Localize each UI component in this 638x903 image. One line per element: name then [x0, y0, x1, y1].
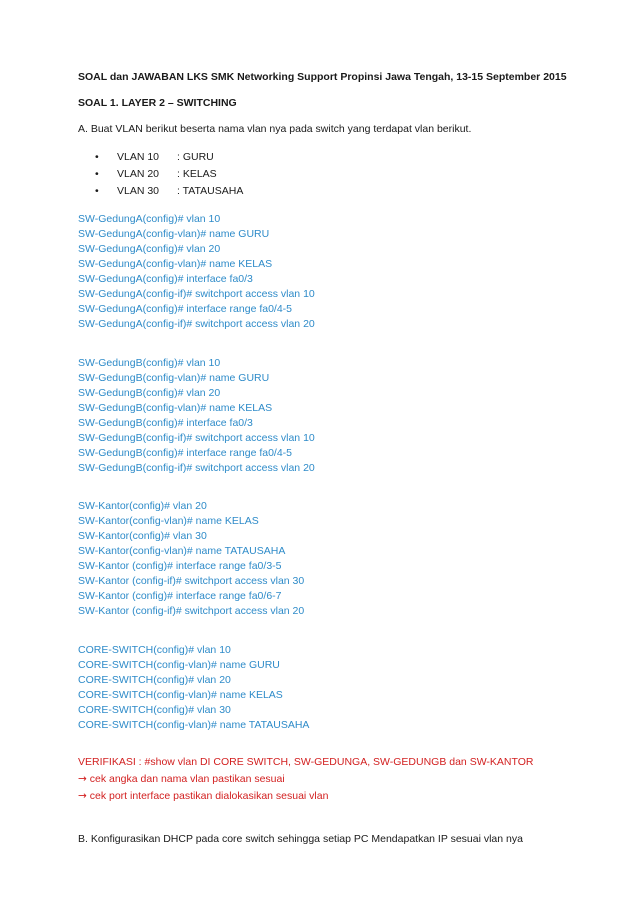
command-line: SW-Kantor (config-if)# switchport access vlan 20	[78, 605, 305, 617]
command-line: SW-GedungA(config)# vlan 10	[78, 213, 221, 225]
command-line: SW-Kantor (config)# interface range fa0/3-5	[78, 560, 282, 572]
vlan-id: VLAN 10	[117, 151, 160, 163]
command-line: SW-GedungA(config-if)# switchport access vlan 10	[78, 288, 315, 300]
command-line: SW-GedungA(config)# interface fa0/3	[78, 273, 253, 285]
command-line: CORE-SWITCH(config-vlan)# name GURU	[78, 659, 280, 671]
document-title: SOAL dan JAWABAN LKS SMK Networking Support Propinsi Jawa Tengah, 13-15 September 2015	[78, 71, 567, 83]
command-line: SW-GedungA(config)# interface range fa0/4-5	[78, 303, 293, 315]
section-title: SOAL 1. LAYER 2 – SWITCHING	[78, 97, 237, 109]
command-line: CORE-SWITCH(config)# vlan 20	[78, 674, 231, 686]
question-a: A. Buat VLAN berikut beserta nama vlan nya pada switch yang terdapat vlan berikut.	[78, 123, 472, 135]
verification-item	[78, 772, 285, 786]
question-b: B. Konfigurasikan DHCP pada core switch sehingga setiap PC Mendapatkan IP sesuai vlan nya	[78, 833, 523, 845]
command-line: CORE-SWITCH(config)# vlan 10	[78, 644, 231, 656]
command-line: SW-GedungB(config)# vlan 20	[78, 387, 221, 399]
command-line: SW-GedungB(config)# interface range fa0/4-5	[78, 447, 293, 459]
bullet-icon: •	[95, 151, 99, 163]
command-line: SW-Kantor(config-vlan)# name KELAS	[78, 515, 259, 527]
vlan-name: : TATAUSAHA	[177, 185, 244, 197]
command-line: SW-GedungB(config-if)# switchport access vlan 10	[78, 432, 315, 444]
verification-line: VERIFIKASI : #show vlan DI CORE SWITCH, SW-GEDUNGA, SW-GEDUNGB dan SW-KANTOR	[78, 756, 534, 768]
command-line: SW-Kantor (config)# interface range fa0/6-7	[78, 590, 282, 602]
command-line: CORE-SWITCH(config)# vlan 30	[78, 704, 231, 716]
verification-item-text: cek angka dan nama vlan pastikan sesuai	[86, 773, 285, 785]
command-line: SW-Kantor(config-vlan)# name TATAUSAHA	[78, 545, 286, 557]
command-line: CORE-SWITCH(config-vlan)# name TATAUSAHA	[78, 719, 310, 731]
arrow-right-icon: →	[78, 790, 87, 802]
command-line: SW-GedungB(config-vlan)# name KELAS	[78, 402, 273, 414]
command-line: SW-Kantor(config)# vlan 20	[78, 500, 207, 512]
command-line: SW-GedungB(config)# interface fa0/3	[78, 417, 253, 429]
command-line: CORE-SWITCH(config-vlan)# name KELAS	[78, 689, 283, 701]
verification-item	[78, 789, 328, 803]
verification-item-text: cek port interface pastikan dialokasikan sesuai vlan	[86, 790, 329, 802]
command-line: SW-GedungB(config)# vlan 10	[78, 357, 221, 369]
command-line: SW-GedungB(config-vlan)# name GURU	[78, 372, 270, 384]
vlan-id: VLAN 20	[117, 168, 160, 180]
command-line: SW-GedungA(config-if)# switchport access vlan 20	[78, 318, 315, 330]
arrow-right-icon: →	[78, 773, 87, 785]
vlan-name: : KELAS	[177, 168, 217, 180]
bullet-icon: •	[95, 185, 99, 197]
command-line: SW-GedungA(config)# vlan 20	[78, 243, 221, 255]
command-line: SW-Kantor(config)# vlan 30	[78, 530, 207, 542]
command-line: SW-GedungB(config-if)# switchport access vlan 20	[78, 462, 315, 474]
bullet-icon: •	[95, 168, 99, 180]
command-line: SW-Kantor (config-if)# switchport access vlan 30	[78, 575, 305, 587]
command-line: SW-GedungA(config-vlan)# name GURU	[78, 228, 270, 240]
command-line: SW-GedungA(config-vlan)# name KELAS	[78, 258, 273, 270]
vlan-name: : GURU	[177, 151, 214, 163]
vlan-id: VLAN 30	[117, 185, 160, 197]
